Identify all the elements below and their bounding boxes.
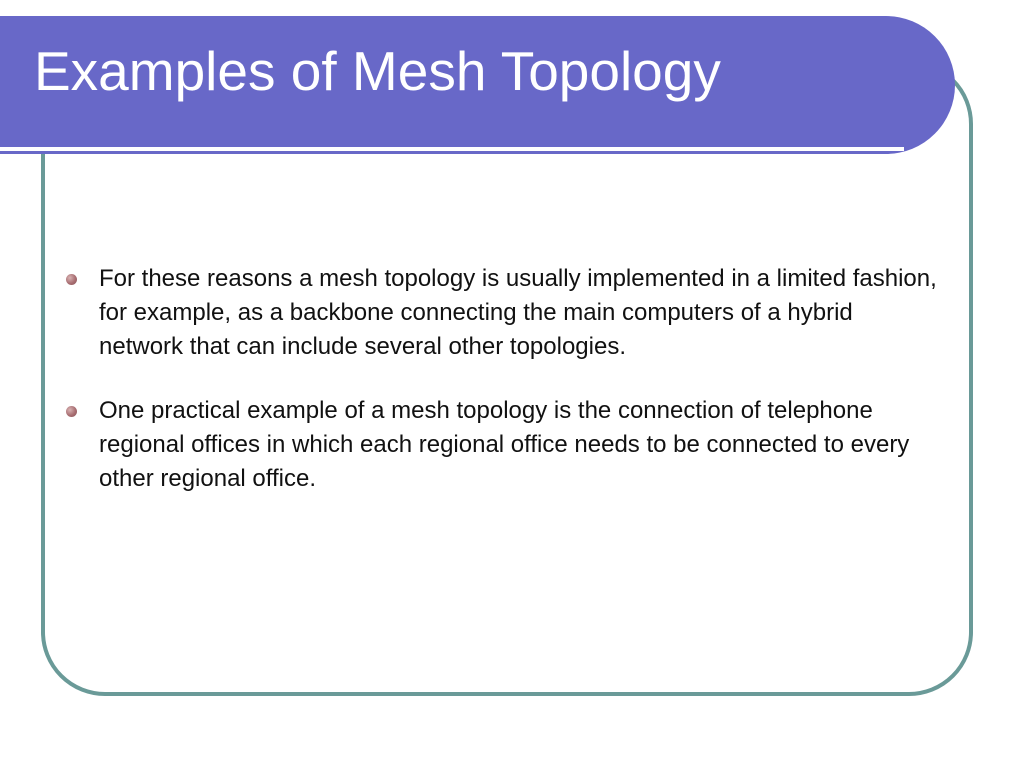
list-item (63, 262, 943, 364)
bullet-icon (66, 406, 77, 417)
bullet-text: One practical example of a mesh topology is the connection of telephone regional offices in which each regional office needs to be connected to every other regional office. (99, 397, 910, 492)
bullet-list (63, 262, 943, 526)
bullet-icon (66, 274, 77, 285)
title-underline (0, 147, 904, 151)
bullet-text: For these reasons a mesh topology is usually implemented in a limited fashion, for example, as a backbone connecting the main computers of a hybrid network that can include several other topologies. (99, 265, 937, 360)
slide-title: Examples of Mesh Topology (34, 40, 721, 102)
list-item (63, 394, 943, 496)
